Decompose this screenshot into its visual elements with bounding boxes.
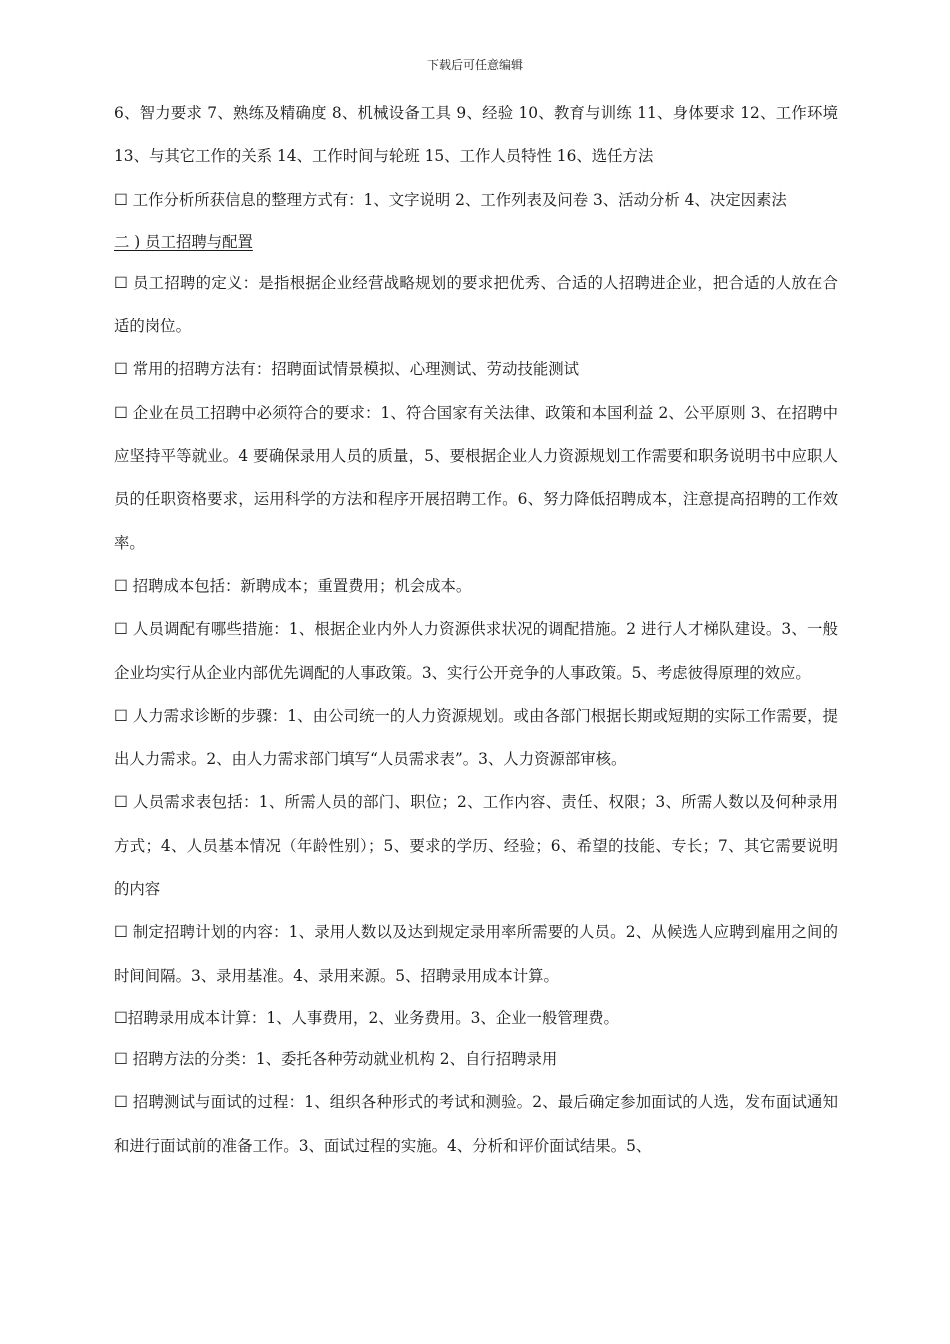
- paragraph-demand-form: ☐ 人员需求表包括：1、所需人员的部门、职位；2、工作内容、责任、权限；3、所需人数以及何种录用方式；4、人员基本情况（年龄性别）；5、要求的学历、经验；6、希望的技能、专长；7、其它需要说明的内容: [114, 793, 838, 899]
- paragraph-recruitment-plan: ☐ 制定招聘计划的内容：1、录用人数以及达到规定录用率所需要的人员。2、从候选人应聘到雇用之间的时间间隔。3、录用基准。4、录用来源。5、招聘录用成本计算。: [114, 923, 838, 985]
- paragraph-hiring-cost-calc: ☐招聘录用成本计算：1、人事费用，2、业务费用。3、企业一般管理费。: [114, 1008, 619, 1027]
- paragraph-demand-diagnosis: ☐ 人力需求诊断的步骤：1、由公司统一的人力资源规划。或由各部门根据长期或短期的实际工作需要，提出人力需求。2、由人力需求部门填写“人员需求表”。3、人力资源部审核。: [114, 706, 838, 769]
- section-title-recruitment: 二 ) 员工招聘与配置: [114, 232, 253, 251]
- paragraph-staff-allocation: ☐ 人员调配有哪些措施：1、根据企业内外人力资源供求状况的调配措施。2 进行人才梯队建设。3、一般企业均实行从企业内部优先调配的人事政策。3、实行公开竞争的人事政策。5、考虑彼得原理的效应。: [114, 620, 838, 682]
- paragraph-recruitment-methods: ☐ 常用的招聘方法有：招聘面试情景模拟、心理测试、劳动技能测试: [114, 360, 580, 379]
- paragraph-recruitment-requirements: ☐ 企业在员工招聘中必须符合的要求：1、符合国家有关法律、政策和本国利益 2、公平原则 3、在招聘中应坚持平等就业。4 要确保录用人员的质量，5、要根据企业人力资源规划工作需要和职务说明书中应职人员的任职资格要求，运用科学的方法和程序开展招聘工作。6、努力降低招聘成本，注意提高招聘的工作效率。: [114, 403, 838, 552]
- paragraph-info-organization: ☐ 工作分析所获信息的整理方式有：1、文字说明 2、工作列表及问卷 3、活动分析 4、决定因素法: [114, 190, 787, 209]
- page-header: 下载后可任意编辑: [426, 58, 523, 72]
- document-body: [114, 92, 838, 1168]
- paragraph-recruitment-cost: ☐ 招聘成本包括：新聘成本；重置费用；机会成本。: [114, 576, 472, 595]
- paragraph-recruitment-definition: ☐ 员工招聘的定义：是指根据企业经营战略规划的要求把优秀、合适的人招聘进企业，把合适的人放在合适的岗位。: [114, 273, 838, 336]
- paragraph-testing-interview: ☐ 招聘测试与面试的过程：1、组织各种形式的考试和测验。2、最后确定参加面试的人选，发布面试通知和进行面试前的准备工作。3、面试过程的实施。4、分析和评价面试结果。5、: [114, 1093, 838, 1155]
- paragraph-method-classification: ☐ 招聘方法的分类：1、委托各种劳动就业机构 2、自行招聘录用: [114, 1049, 558, 1068]
- paragraph-job-factors: 6、智力要求 7、熟练及精确度 8、机械设备工具 9、经验 10、教育与训练 11、身体要求 12、工作环境 13、与其它工作的关系 14、工作时间与轮班 15、工作人员特性 16、选任方法: [114, 104, 838, 166]
